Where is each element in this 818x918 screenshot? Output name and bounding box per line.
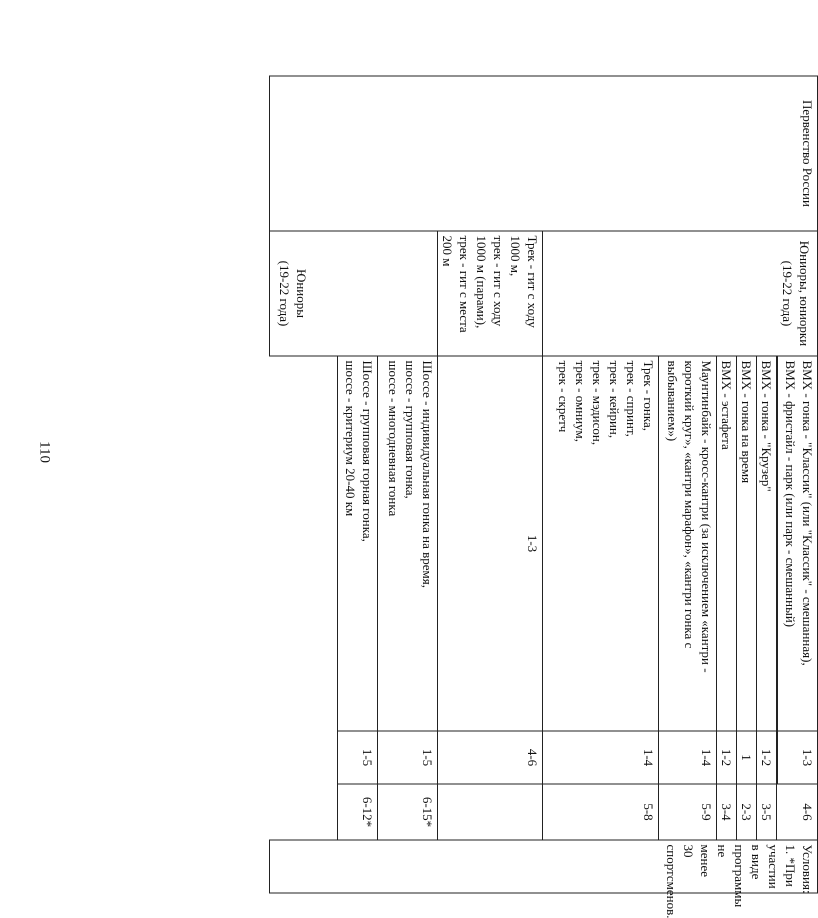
places-cell: 1-2 — [757, 731, 777, 784]
competition-name: Первенство России — [800, 99, 815, 207]
count-cell: 4-6 — [777, 784, 818, 840]
discipline-cell: BMX - гонка - "Классик" (или "Классик" - смешанная), BMX - фристайл - парк (или парк - смешанный) — [778, 356, 818, 731]
discipline-cell: Шоссе - индивидуальная гонка на время, шоссе - групповая гонка, шоссе - многодневная гонка — [378, 356, 438, 731]
age-group-years: (19-22 года) — [780, 260, 795, 326]
age-group-label: Юниоры — [294, 268, 309, 318]
age-group-label: Юниоры, юниорки — [797, 240, 812, 346]
discipline-cell: Маунтинбайк - кросс-кантри (за исключением «кантри - короткий круг», «кантри марафон», «кантри гонка с выбыванием») — [659, 356, 717, 731]
count-cell: 6-12* — [338, 784, 378, 840]
count-cell: 4-6 — [438, 731, 543, 784]
notes-heading: Условия: — [800, 844, 815, 894]
places-cell: 1-3 — [778, 731, 818, 784]
discipline-cell: Шоссе - групповая горная гонка, шоссе - критериум 20-40 км — [338, 356, 378, 731]
discipline-cell: Трек - гонка, трек - спринт, трек - кейрин, трек - мэдисон, трек - омниум, трек - скретч — [543, 356, 659, 731]
notes-cell — [270, 840, 818, 918]
age-group-cell — [543, 231, 818, 356]
table-sheet — [277, 75, 818, 918]
count-cell: 3-4 — [717, 784, 737, 840]
discipline-cell: BMX - эстафета — [717, 356, 737, 731]
places-cell: 1-3 — [438, 356, 543, 731]
places-cell: 1 — [737, 731, 757, 784]
discipline-cell: BMX - гонка на время — [737, 356, 757, 731]
notes-item: 1. *При участии в виде программы не менее 30 спортсменов. — [664, 844, 798, 918]
page-number: 110 — [36, 441, 53, 463]
count-cell: 2-3 — [737, 784, 757, 840]
places-cell: 1-4 — [543, 731, 659, 784]
places-cell: 1-2 — [717, 731, 737, 784]
discipline-cell: BMX - гонка - "Крузер" — [757, 356, 777, 731]
discipline-cell: Трек - гит с ходу 1000 м, трек - гит с ходу 1000 м (парами), трек - гит с места 200 м — [438, 231, 543, 356]
count-cell: 6-15* — [378, 784, 438, 840]
places-cell: 1-4 — [659, 731, 717, 784]
count-cell: 3-5 — [757, 784, 777, 840]
count-cell: 5-8 — [543, 784, 659, 840]
age-group-cell — [270, 231, 438, 356]
age-group-years: (19-22 года) — [277, 260, 292, 326]
competition-cell — [270, 76, 818, 231]
places-cell: 1-5 — [378, 731, 438, 784]
table-row — [778, 76, 818, 893]
qualification-table — [269, 75, 818, 918]
count-cell: 5-9 — [659, 784, 717, 840]
blank-cell — [270, 356, 338, 840]
places-cell: 1-5 — [338, 731, 378, 784]
